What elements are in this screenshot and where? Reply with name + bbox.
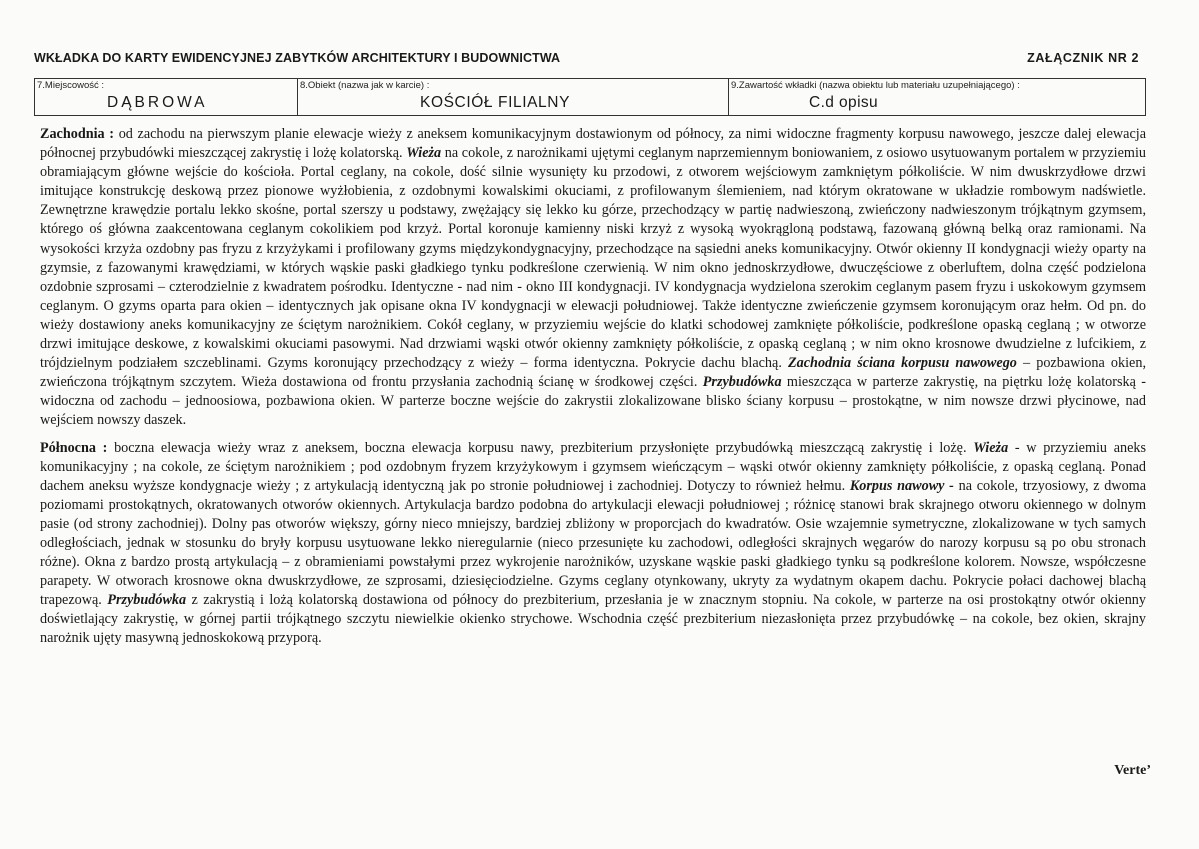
locality-cell — [35, 79, 298, 115]
object-label: 8.Obiekt (nazwa jak w karcie) : — [300, 80, 430, 91]
text-segment: z zakrystią i lożą kolatorską dostawiona od północy do prezbiterium, przesłania je w znacznym stopniu. Na cokole, w parterze na osi prostokątny otwór okienny doświetlający zakrystię, w górnej partii trójkątnego szczytu niewielkie okienko strychowe. Wschodnia część prezbiterium niezasłonięta przez przybudówkę – na cokole, bez okien, skrajny narożnik ujęty masywną jednoskokową przyporą. — [40, 592, 1146, 647]
content-cell — [729, 79, 1145, 115]
text-segment: od zachodu na pierwszym planie elewacje wieży z aneksem komunikacyjnym dostawionym od północy, za nimi widoczne fragmenty korpusu nawowego, jeszcze dalej elewacja północnej przybudówki mieszczącej zakrystię i lożę kolatorską. — [40, 126, 1146, 162]
object-cell — [298, 79, 729, 115]
text-segment: Wieża — [973, 439, 1009, 456]
document-title: WKŁADKA DO KARTY EWIDENCYJNEJ ZABYTKÓW ARCHITEKTURY I BUDOWNICTWA — [34, 51, 561, 65]
object-value: KOŚCIÓŁ FILIALNY — [420, 94, 571, 111]
description-body — [40, 125, 1146, 657]
text-segment: Zachodnia ściana korpusu nawowego — [788, 355, 1017, 372]
text-segment: – pozbawiona okien, zwieńczona trójkątnym szczytem. Wieża dostawiona od frontu przysłania zachodnią ścianę w środkowej części. — [40, 355, 1146, 391]
west-elevation-paragraph — [40, 125, 1146, 431]
locality-label: 7.Miejscowość : — [37, 80, 105, 91]
text-segment: Zachodnia : — [40, 126, 115, 142]
text-segment: Północna : — [40, 439, 108, 456]
verte-note: Verte’ — [1114, 763, 1151, 778]
content-label: 9.Zawartość wkładki (nazwa obiektu lub materiału uzupełniającego) : — [731, 80, 1020, 91]
text-segment: - w przyziemiu aneks komunikacyjny ; na cokole, ze ściętym narożnikiem ; pod ozdobnym fryzem krzyżykowym i gzymsem wieńczącym – wąski otwór okienny zamknięty półkoliście, z opaską ceglaną. Ponad dachem aneksu wyższe kondygnacje wieży ; z artykulacją identyczną jak po stronie południowej i zachodniej. Dotyczy to również hełmu. — [40, 439, 1146, 494]
text-segment: Przybudówka — [107, 592, 187, 609]
text-segment: Korpus nawowy - — [849, 477, 954, 494]
text-segment: na cokole, z narożnikami ujętymi ceglanym naprzemiennym boniowaniem, z osiowo usytuowanym portalem w przyziemiu obramiającym główne wejście do kościoła. Portal ceglany, na cokole, dość silnie wysunięty ku przodowi, z otworem wejściowym zamkniętym półkoliście. W nim dwuskrzydłowe drzwi imitujące konstrukcję deskową przez pionowe wyżłobienia, z ozdobnymi kowalskimi okuciami, z profilowanym ślemieniem, nad którym okratowane w układzie rombowym nadświetle. Zewnętrzne krawędzie portalu lekko skośne, portal szerszy u podstawy, zwężający się lekko ku górze, przechodzący w partię nadwieszoną, zwieńczony nadwieszonym trójkątnym gzymsem, którego oś główna zaakcentowana ceglanym cokolikiem pod krzyż. Portal koronuje kamienny niski krzyż z wysoką wyokrągloną podstawą, fazowaną główną belką oraz ramionami. Na wysokości krzyża ozdobny pas fryzu z krzyżykami i profilowany gzyms międzykondygnacyjny, przechodzące na sąsiedni aneks komunikacyjny. Otwór okienny II kondygnacji wieży oparty na gzymsie, z fazowanymi krawędziami, w których wąskie paski gładkiego tynku podkreślone czerwienią. W nim okno jednoskrzydłowe, dwuczęściowe z oberluftem, dolna część podzielona ozdobnie szprosami – czterodzielnie z kwadratem pośrodku. Identyczne - nad nim - okno III kondygnacji. IV kondygnacja wydzielona szerokim ceglanym pasem fryzu i uskokowym gzymsem ceglanym. O gzyms oparta para okien – identycznych jak opisane okna IV kondygnacji w elewacji południowej. Także identyczne zwieńczenie gzymsem koronującym oraz hełm. Od pn. do wieży dostawiony aneks komunikacyjny ze ściętym narożnikiem. Cokół ceglany, w przyziemiu wejście do klatki schodowej zamknięte półkoliście, podkreślone opaską ceglaną ; w otworze drzwi imitujące deskowe, z kowalskimi okuciami pasowymi. Nad drzwiami wąski otwór okienny zamknięty półkoliście, z opaską ceglaną ; w nim okno krosnowe dwudzielne z lufcikiem, z trójdzielnym podziałem szczeblinami. Gzyms koronujący przechodzący z wieży – forma identyczna. Pokrycie dachu blachą. — [40, 145, 1146, 372]
annex-number: ZAŁĄCZNIK NR 2 — [1027, 51, 1139, 65]
north-elevation-paragraph — [40, 439, 1146, 649]
metadata-fields-table — [34, 78, 1146, 116]
text-segment: mieszcząca w parterze zakrystię, na piętrku lożę kolatorską - widoczna od zachodu – jednoosiowa, pozbawiona okien. W parterze boczne wejście do zakrystii zlokalizowane blisko ściany korpusu – prostokątne, w nim nowsze drzwi płycinowe, nad wejściem nowszy daszek. — [40, 374, 1146, 429]
text-segment: Przybudówka — [702, 374, 782, 391]
locality-value: DĄBROWA — [107, 94, 208, 111]
text-segment: Wieża — [406, 145, 442, 162]
text-segment: na cokole, trzyosiowy, z dwoma poziomami prostokątnych, okratowanych otworów okiennych. Artykulacja bardzo podobna do artykulacji elewacji południowej ; różnicę stanowi brak skrajnego otworu okiennego w dolnym pasie (od strony zachodniej). Dolny pas otworów większy, górny nieco mniejszy, bardziej zbliżony w proporcjach do kwadratów. Osie wzajemnie symetryczne, zlokalizowane w tych samych odległościach, jednak w stosunku do bryły korpusu usytuowane lekko nieregularnie (nieco przesunięte ku zachodowi, odległości skrajnych węgarów do narozy korpusu są po obu stronach różne). Okna z bardzo prostą artykulacją – z obramieniami powstałymi przez wykrojenie narożników, uzyskane wąskie paski gładkiego tynku są podkreślone kolorem. Nowsze, współczesne parapety. W otworach krosnowe okna dwuskrzydłowe, ze szprosami, dziesięciodzielne. Gzyms ceglany otynkowany, ukryty za wydatnym okapem dachu. Pokrycie połaci dachowej blachą trapezową. — [40, 477, 1147, 609]
text-segment: boczna elewacja wieży wraz z aneksem, boczna elewacja korpusu nawy, prezbiterium przysłonięte przybudówką mieszczącą zakrystię i lożę. — [107, 439, 974, 456]
content-value: C.d opisu — [809, 94, 879, 111]
